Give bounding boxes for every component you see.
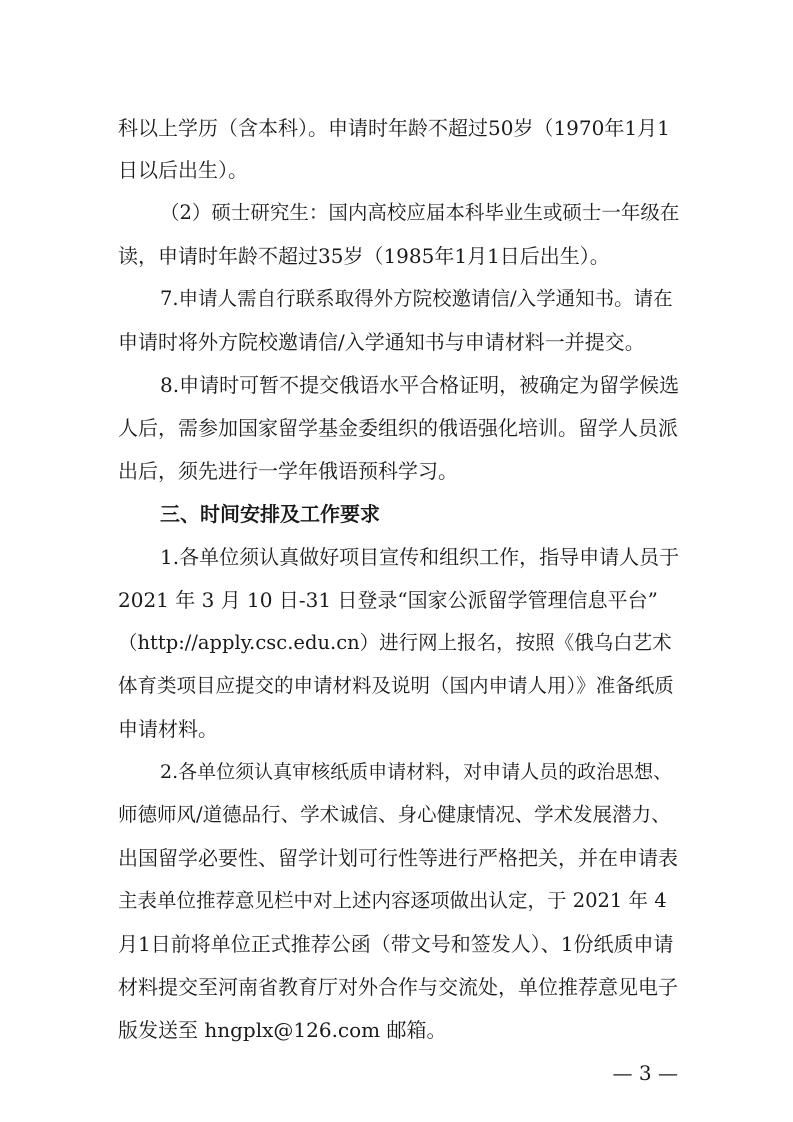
paragraph-line: 出国留学必要性、留学计划可行性等进行严格把关，并在申请表 xyxy=(118,846,678,870)
paragraph-line: 主表单位推荐意见栏中对上述内容逐项做出认定，于 2021 年 4 xyxy=(118,889,667,912)
paragraph-line: 科以上学历（含本科）。申请时年龄不超过50岁（1970年1月1 xyxy=(118,116,670,140)
paragraph-line: 材料提交至河南省教育厅对外合作与交流处，单位推荐意见电子 xyxy=(118,975,678,999)
paragraph-line: 1.各单位须认真做好项目宣传和组织工作，指导申请人员于 xyxy=(160,545,680,569)
paragraph-line: 2.各单位须认真审核纸质申请材料，对申请人员的政治思想、 xyxy=(160,761,673,783)
paragraph-line: 读，申请时年龄不超过35岁（1985年1月1日后出生）。 xyxy=(118,244,610,268)
paragraph-line: 人后，需参加国家留学基金委组织的俄语强化培训。留学人员派 xyxy=(118,416,678,440)
paragraph-line: 8.申请时可暂不提交俄语水平合格证明，被确定为留学候选 xyxy=(160,373,680,397)
page-number: — 3 — xyxy=(612,1061,678,1085)
paragraph-line: 版发送至 hngplx@126.com 邮箱。 xyxy=(118,1018,447,1042)
paragraph-line: 师德师风/道德品行、学术诚信、身心健康情况、学术发展潜力、 xyxy=(118,803,671,826)
paragraph-line: 申请材料。 xyxy=(118,717,218,741)
paragraph-line: （2）硕士研究生：国内高校应届本科毕业生或硕士一年级在 xyxy=(160,201,680,224)
paragraph-line: 出后，须先进行一学年俄语预科学习。 xyxy=(118,459,458,483)
paragraph-line: 日以后出生）。 xyxy=(118,158,248,182)
paragraph-line: 7.申请人需自行联系取得外方院校邀请信/入学通知书。请在 xyxy=(160,287,673,310)
paragraph-line: 申请时将外方院校邀请信/入学通知书与申请材料一并提交。 xyxy=(118,330,645,354)
paragraph-line: 2021 年 3 月 10 日-31 日登录“国家公派留学管理信息平台” xyxy=(118,588,658,612)
paragraph-line: （http://apply.csc.edu.cn）进行网上报名，按照《俄乌白艺术 xyxy=(118,631,672,654)
paragraph-line: 体育类项目应提交的申请材料及说明（国内申请人用）》准备纸质 xyxy=(118,674,674,697)
paragraph-line: 月1日前将单位正式推荐公函（带文号和签发人）、1份纸质申请 xyxy=(118,932,674,956)
section-heading: 三、时间安排及工作要求 xyxy=(160,502,380,526)
